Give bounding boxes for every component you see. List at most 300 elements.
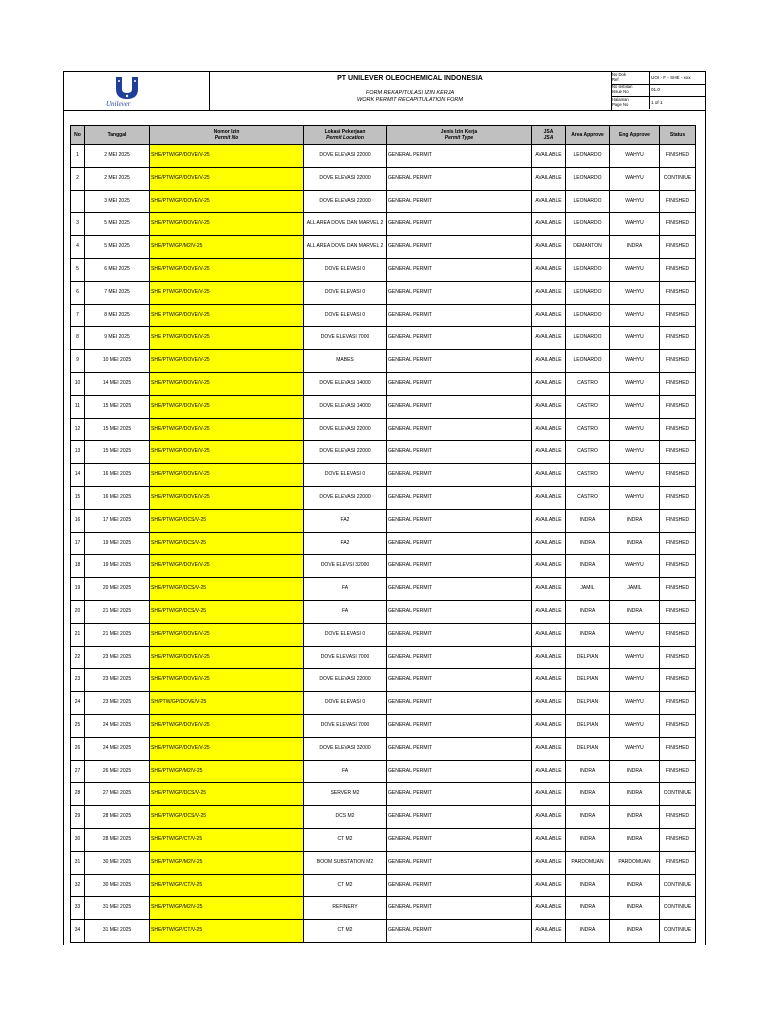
- cell-status: FINISHED: [660, 281, 696, 304]
- cell-permit-no: SHE/PTW/GP/DCS/V-25: [150, 578, 304, 601]
- cell-no: 27: [71, 760, 85, 783]
- cell-location: DOVE ELEVASI 22000: [304, 167, 387, 190]
- cell-date: 6 MEI 2025: [85, 258, 150, 281]
- cell-jsa: AVAILABLE: [532, 190, 566, 213]
- cell-eng-approve: INDRA: [610, 897, 660, 920]
- table-row: [71, 555, 696, 578]
- cell-type: GENERAL PERMIT: [387, 441, 532, 464]
- cell-type: GENERAL PERMIT: [387, 372, 532, 395]
- cell-location: DOVE ELEVASI 0: [304, 281, 387, 304]
- cell-location: DOVE ELEVASI 0: [304, 692, 387, 715]
- cell-location: DOVE ELEVASI 22000: [304, 145, 387, 168]
- cell-area-approve: LEONARDO: [566, 304, 610, 327]
- form-title-id: FORM REKAPITULASI IZIN KERJA: [365, 90, 455, 96]
- cell-jsa: AVAILABLE: [532, 258, 566, 281]
- cell-status: FINISHED: [660, 714, 696, 737]
- cell-no: 4: [71, 236, 85, 259]
- form-title-en: WORK PERMIT RECAPITULATION FORM: [357, 97, 463, 103]
- cell-no: 9: [71, 350, 85, 373]
- cell-eng-approve: WAHYU: [610, 213, 660, 236]
- cell-no: 30: [71, 828, 85, 851]
- cell-location: DOVE ELEVASI 0: [304, 464, 387, 487]
- cell-area-approve: INDRA: [566, 555, 610, 578]
- cell-no: 5: [71, 258, 85, 281]
- cell-date: 15 MEI 2025: [85, 395, 150, 418]
- cell-jsa: AVAILABLE: [532, 464, 566, 487]
- meta-key: Halaman Page No: [612, 97, 650, 109]
- cell-location: FA: [304, 578, 387, 601]
- table-row: [71, 783, 696, 806]
- meta-key: No Dok Ref: [612, 72, 650, 84]
- table-row: [71, 806, 696, 829]
- cell-location: DOVE ELEVASI 0: [304, 623, 387, 646]
- table-row: [71, 692, 696, 715]
- cell-type: GENERAL PERMIT: [387, 920, 532, 943]
- cell-permit-no: SHE/PTW/GP/DOVE/V-25: [150, 646, 304, 669]
- cell-eng-approve: WAHYU: [610, 395, 660, 418]
- cell-jsa: AVAILABLE: [532, 669, 566, 692]
- cell-status: FINISHED: [660, 213, 696, 236]
- cell-status: FINISHED: [660, 395, 696, 418]
- table-row: [71, 600, 696, 623]
- col-header-jsa-id: JSA: [543, 129, 554, 135]
- cell-type: GENERAL PERMIT: [387, 532, 532, 555]
- cell-permit-no: SHE/PTW/GP/DOVE/V-25: [150, 441, 304, 464]
- cell-status: FINISHED: [660, 509, 696, 532]
- cell-permit-no: SHE/PTW/GP/DOVE/V-25: [150, 464, 304, 487]
- cell-area-approve: INDRA: [566, 623, 610, 646]
- cell-date: 28 MEI 2025: [85, 828, 150, 851]
- cell-no: 15: [71, 486, 85, 509]
- cell-no: 23: [71, 669, 85, 692]
- col-header-no: No: [71, 126, 85, 145]
- cell-status: FINISHED: [660, 441, 696, 464]
- cell-area-approve: CASTRO: [566, 486, 610, 509]
- cell-status: FINISHED: [660, 646, 696, 669]
- cell-date: 27 MEI 2025: [85, 783, 150, 806]
- cell-type: GENERAL PERMIT: [387, 281, 532, 304]
- cell-jsa: AVAILABLE: [532, 145, 566, 168]
- cell-permit-no: SHE/PTW/GP/DOVE/V-25: [150, 190, 304, 213]
- cell-status: CONTINIUE: [660, 874, 696, 897]
- meta-row-issue-no: [611, 84, 705, 97]
- cell-type: GENERAL PERMIT: [387, 236, 532, 259]
- cell-location: FA: [304, 600, 387, 623]
- table-row: [71, 623, 696, 646]
- cell-area-approve: INDRA: [566, 874, 610, 897]
- cell-type: GENERAL PERMIT: [387, 509, 532, 532]
- cell-status: FINISHED: [660, 737, 696, 760]
- cell-location: DOVE ELEVASI 22000: [304, 669, 387, 692]
- cell-eng-approve: WAHYU: [610, 464, 660, 487]
- meta-value: 1 of 1: [651, 100, 663, 105]
- cell-jsa: AVAILABLE: [532, 897, 566, 920]
- cell-date: 19 MEI 2025: [85, 555, 150, 578]
- cell-date: 31 MEI 2025: [85, 897, 150, 920]
- cell-eng-approve: WAHYU: [610, 190, 660, 213]
- table-row: [71, 145, 696, 168]
- cell-type: GENERAL PERMIT: [387, 486, 532, 509]
- table-row: [71, 897, 696, 920]
- cell-type: GENERAL PERMIT: [387, 213, 532, 236]
- meta-value: 01.0: [651, 87, 660, 92]
- cell-date: 14 MEI 2025: [85, 372, 150, 395]
- table-row: [71, 190, 696, 213]
- table-row: [71, 646, 696, 669]
- col-header-type: [387, 126, 532, 145]
- col-header-status: Status: [660, 126, 696, 145]
- cell-area-approve: PARDOMUAN: [566, 851, 610, 874]
- cell-area-approve: LEONARDO: [566, 258, 610, 281]
- cell-date: 3 MEI 2025: [85, 190, 150, 213]
- cell-jsa: AVAILABLE: [532, 555, 566, 578]
- cell-area-approve: INDRA: [566, 783, 610, 806]
- cell-status: FINISHED: [660, 669, 696, 692]
- cell-date: 20 MEI 2025: [85, 578, 150, 601]
- cell-status: FINISHED: [660, 486, 696, 509]
- cell-location: CT M2: [304, 874, 387, 897]
- cell-date: 23 MEI 2025: [85, 692, 150, 715]
- cell-area-approve: DELPIAN: [566, 669, 610, 692]
- cell-permit-no: SHE/PTW/GP/M2/V-25: [150, 236, 304, 259]
- cell-type: GENERAL PERMIT: [387, 190, 532, 213]
- cell-area-approve: LEONARDO: [566, 167, 610, 190]
- cell-type: GENERAL PERMIT: [387, 258, 532, 281]
- cell-no: 28: [71, 783, 85, 806]
- cell-eng-approve: WAHYU: [610, 441, 660, 464]
- cell-area-approve: LEONARDO: [566, 327, 610, 350]
- cell-no: 20: [71, 600, 85, 623]
- cell-permit-no: SHE/PTW/GP/M2/V-25: [150, 760, 304, 783]
- cell-jsa: AVAILABLE: [532, 600, 566, 623]
- cell-location: DOVE ELEVASI 14000: [304, 395, 387, 418]
- cell-jsa: AVAILABLE: [532, 304, 566, 327]
- col-header-eng-approve: Eng Approve: [610, 126, 660, 145]
- col-header-location: [304, 126, 387, 145]
- cell-eng-approve: WAHYU: [610, 623, 660, 646]
- cell-location: FA2: [304, 509, 387, 532]
- cell-no: 18: [71, 555, 85, 578]
- cell-jsa: AVAILABLE: [532, 418, 566, 441]
- cell-date: 16 MEI 2025: [85, 464, 150, 487]
- table-row: [71, 828, 696, 851]
- cell-location: FA: [304, 760, 387, 783]
- table-row: [71, 578, 696, 601]
- cell-jsa: AVAILABLE: [532, 737, 566, 760]
- table-row: [71, 418, 696, 441]
- cell-type: GENERAL PERMIT: [387, 897, 532, 920]
- table-row: [71, 851, 696, 874]
- col-header-type-id: Jenis Izin Kerja: [440, 129, 478, 135]
- cell-eng-approve: JAMIL: [610, 578, 660, 601]
- cell-eng-approve: WAHYU: [610, 486, 660, 509]
- cell-area-approve: LEONARDO: [566, 190, 610, 213]
- cell-date: 16 MEI 2025: [85, 486, 150, 509]
- cell-permit-no: SHE/PTW/GP/DOVE/V-25: [150, 213, 304, 236]
- cell-permit-no: SHE/PTW/GP/CT/V-25: [150, 920, 304, 943]
- cell-permit-no: SHE/PTW/GP/DCS/V-25: [150, 806, 304, 829]
- cell-date: 30 MEI 2025: [85, 874, 150, 897]
- cell-date: 5 MEI 2025: [85, 236, 150, 259]
- table-row: [71, 236, 696, 259]
- cell-area-approve: DELPIAN: [566, 646, 610, 669]
- cell-eng-approve: INDRA: [610, 806, 660, 829]
- cell-no: 10: [71, 372, 85, 395]
- cell-eng-approve: WAHYU: [610, 555, 660, 578]
- cell-location: DOVE ELEVSI 32000: [304, 555, 387, 578]
- cell-status: CONTINIUE: [660, 783, 696, 806]
- cell-date: 9 MEI 2025: [85, 327, 150, 350]
- table-row: [71, 874, 696, 897]
- form-header: [64, 72, 705, 111]
- cell-status: FINISHED: [660, 828, 696, 851]
- cell-jsa: AVAILABLE: [532, 395, 566, 418]
- cell-status: FINISHED: [660, 350, 696, 373]
- cell-permit-no: SHE PTW/GP/DOVE/V-25: [150, 327, 304, 350]
- table-row: [71, 920, 696, 943]
- cell-no: 11: [71, 395, 85, 418]
- cell-status: FINISHED: [660, 327, 696, 350]
- cell-date: 23 MEI 2025: [85, 646, 150, 669]
- cell-area-approve: JAMIL: [566, 578, 610, 601]
- cell-date: 17 MEI 2025: [85, 509, 150, 532]
- cell-permit-no: SHE/PTW/GP/DOVE/V-25: [150, 486, 304, 509]
- cell-permit-no: SHE/PTW/GP/DOVE/V-25: [150, 714, 304, 737]
- cell-area-approve: INDRA: [566, 509, 610, 532]
- cell-location: DOVE ELEVASI 7000: [304, 714, 387, 737]
- cell-eng-approve: INDRA: [610, 236, 660, 259]
- cell-no: 3: [71, 213, 85, 236]
- cell-date: 24 MEI 2025: [85, 714, 150, 737]
- col-header-jsa-en: JSA: [543, 135, 554, 141]
- cell-jsa: AVAILABLE: [532, 167, 566, 190]
- table-body: [71, 145, 696, 943]
- cell-no: 25: [71, 714, 85, 737]
- cell-eng-approve: INDRA: [610, 532, 660, 555]
- cell-area-approve: CASTRO: [566, 372, 610, 395]
- cell-type: GENERAL PERMIT: [387, 600, 532, 623]
- cell-location: DOVE ELEVASI 22000: [304, 190, 387, 213]
- cell-jsa: AVAILABLE: [532, 281, 566, 304]
- cell-area-approve: INDRA: [566, 532, 610, 555]
- table-row: [71, 737, 696, 760]
- cell-no: 31: [71, 851, 85, 874]
- cell-area-approve: LEONARDO: [566, 145, 610, 168]
- cell-permit-no: SHE/PTW/GP/DOVE/V-25: [150, 418, 304, 441]
- cell-jsa: AVAILABLE: [532, 532, 566, 555]
- cell-no: 24: [71, 692, 85, 715]
- table-row: [71, 509, 696, 532]
- cell-eng-approve: INDRA: [610, 509, 660, 532]
- cell-area-approve: CASTRO: [566, 418, 610, 441]
- cell-permit-no: SHE/PTW/GP/DOVE/V-25: [150, 395, 304, 418]
- cell-type: GENERAL PERMIT: [387, 760, 532, 783]
- cell-jsa: AVAILABLE: [532, 828, 566, 851]
- cell-permit-no: SHE/PTW/GP/DOVE/V-25: [150, 669, 304, 692]
- meta-key: No terbitan Issue No: [612, 84, 650, 96]
- cell-location: FA2: [304, 532, 387, 555]
- table-row: [71, 395, 696, 418]
- cell-jsa: AVAILABLE: [532, 213, 566, 236]
- cell-no: 2: [71, 167, 85, 190]
- cell-jsa: AVAILABLE: [532, 623, 566, 646]
- cell-type: GENERAL PERMIT: [387, 737, 532, 760]
- cell-type: GENERAL PERMIT: [387, 828, 532, 851]
- cell-status: FINISHED: [660, 258, 696, 281]
- cell-jsa: AVAILABLE: [532, 714, 566, 737]
- permit-table: [70, 125, 696, 943]
- cell-no: 6: [71, 281, 85, 304]
- cell-status: FINISHED: [660, 464, 696, 487]
- cell-date: 8 MEI 2025: [85, 304, 150, 327]
- cell-date: 7 MEI 2025: [85, 281, 150, 304]
- cell-permit-no: SHE/PTW/GP/CT/V-25: [150, 874, 304, 897]
- title-cell: [209, 72, 612, 110]
- cell-area-approve: CASTRO: [566, 441, 610, 464]
- cell-eng-approve: WAHYU: [610, 327, 660, 350]
- cell-location: DCS M2: [304, 806, 387, 829]
- col-header-permit-no-id: Nomor Izin: [213, 129, 240, 135]
- cell-type: GENERAL PERMIT: [387, 874, 532, 897]
- cell-status: FINISHED: [660, 372, 696, 395]
- cell-permit-no: SHE PTW/GP/DOVE/V-25: [150, 304, 304, 327]
- cell-type: GENERAL PERMIT: [387, 304, 532, 327]
- cell-permit-no: SHE/PTW/GP/CT/V-25: [150, 828, 304, 851]
- cell-jsa: AVAILABLE: [532, 783, 566, 806]
- cell-eng-approve: INDRA: [610, 783, 660, 806]
- table-row: [71, 441, 696, 464]
- cell-permit-no: SHE/PTW/GP/DOVE/V-25: [150, 372, 304, 395]
- table-row: [71, 372, 696, 395]
- cell-location: DOVE ELEVASI 22000: [304, 441, 387, 464]
- cell-permit-no: SHE PTW/GP/DOVE/V-25: [150, 281, 304, 304]
- cell-area-approve: INDRA: [566, 806, 610, 829]
- cell-type: GENERAL PERMIT: [387, 851, 532, 874]
- cell-permit-no: SHE/PTW/GP/DOVE/V-25: [150, 258, 304, 281]
- cell-eng-approve: WAHYU: [610, 350, 660, 373]
- cell-permit-no: SHE/PTW/GP/DCS/V-25: [150, 600, 304, 623]
- cell-jsa: AVAILABLE: [532, 350, 566, 373]
- cell-date: 21 MEI 2025: [85, 623, 150, 646]
- cell-no: 29: [71, 806, 85, 829]
- cell-area-approve: DELPIAN: [566, 737, 610, 760]
- cell-location: CT M2: [304, 828, 387, 851]
- cell-date: 23 MEI 2025: [85, 669, 150, 692]
- cell-location: DOVE ELEVASI 14000: [304, 372, 387, 395]
- cell-type: GENERAL PERMIT: [387, 623, 532, 646]
- cell-permit-no: SHE/PTW/GP/DOVE/V-25: [150, 145, 304, 168]
- cell-jsa: AVAILABLE: [532, 236, 566, 259]
- col-header-jsa: [532, 126, 566, 145]
- cell-location: ALL AREA DOVE DAN MARVEL 2: [304, 213, 387, 236]
- cell-location: SERVER M2: [304, 783, 387, 806]
- table-row: [71, 304, 696, 327]
- cell-type: GENERAL PERMIT: [387, 806, 532, 829]
- cell-jsa: AVAILABLE: [532, 874, 566, 897]
- table-header-row: [71, 126, 696, 145]
- cell-permit-no: SHE/PTW/GP/M2/V-25: [150, 897, 304, 920]
- cell-location: BOOM SUBSTATION M2: [304, 851, 387, 874]
- cell-type: GENERAL PERMIT: [387, 555, 532, 578]
- cell-eng-approve: INDRA: [610, 600, 660, 623]
- permit-table-wrapper: [70, 125, 696, 943]
- cell-permit-no: SHE/PTW/GP/DOVE/V-25: [150, 737, 304, 760]
- table-row: [71, 350, 696, 373]
- cell-type: GENERAL PERMIT: [387, 167, 532, 190]
- cell-permit-no: SHE/PTW/GP/DOVE/V-25: [150, 167, 304, 190]
- cell-eng-approve: WAHYU: [610, 145, 660, 168]
- cell-eng-approve: INDRA: [610, 760, 660, 783]
- meta-value: UOI - F - SHE - xxx: [651, 75, 691, 80]
- cell-eng-approve: WAHYU: [610, 669, 660, 692]
- meta-row-page-no: [611, 97, 705, 109]
- cell-eng-approve: INDRA: [610, 874, 660, 897]
- cell-date: 5 MEI 2025: [85, 213, 150, 236]
- cell-eng-approve: WAHYU: [610, 281, 660, 304]
- cell-no: 13: [71, 441, 85, 464]
- cell-no: 34: [71, 920, 85, 943]
- cell-status: FINISHED: [660, 555, 696, 578]
- cell-location: CT M2: [304, 920, 387, 943]
- cell-type: GENERAL PERMIT: [387, 669, 532, 692]
- cell-no: [71, 190, 85, 213]
- cell-eng-approve: WAHYU: [610, 692, 660, 715]
- cell-eng-approve: INDRA: [610, 828, 660, 851]
- cell-type: GENERAL PERMIT: [387, 783, 532, 806]
- cell-status: CONTINIUE: [660, 920, 696, 943]
- cell-eng-approve: WAHYU: [610, 714, 660, 737]
- cell-type: GENERAL PERMIT: [387, 327, 532, 350]
- cell-type: GENERAL PERMIT: [387, 646, 532, 669]
- cell-no: 17: [71, 532, 85, 555]
- cell-status: FINISHED: [660, 304, 696, 327]
- cell-jsa: AVAILABLE: [532, 692, 566, 715]
- cell-date: 31 MEI 2025: [85, 920, 150, 943]
- cell-status: FINISHED: [660, 623, 696, 646]
- cell-permit-no: SHE/PTW/GP/DCS/V-25: [150, 532, 304, 555]
- cell-type: GENERAL PERMIT: [387, 464, 532, 487]
- cell-location: DOVE ELEVASI 32000: [304, 737, 387, 760]
- table-row: [71, 464, 696, 487]
- cell-type: GENERAL PERMIT: [387, 350, 532, 373]
- cell-permit-no: SHE/PTW/GP/DCS/V-25: [150, 509, 304, 532]
- cell-type: GENERAL PERMIT: [387, 145, 532, 168]
- cell-permit-no: SHE/PTW/GP/M2/V-25: [150, 851, 304, 874]
- cell-no: 14: [71, 464, 85, 487]
- cell-date: 2 MEI 2025: [85, 145, 150, 168]
- cell-location: MABES: [304, 350, 387, 373]
- cell-jsa: AVAILABLE: [532, 327, 566, 350]
- cell-status: FINISHED: [660, 418, 696, 441]
- cell-location: DOVE ELEVASI 22000: [304, 486, 387, 509]
- col-header-location-id: Lokasi Pekerjaan: [324, 129, 366, 135]
- cell-status: FINISHED: [660, 851, 696, 874]
- cell-no: 21: [71, 623, 85, 646]
- cell-permit-no: SHE/PTW/GP/DOVE/V-25: [150, 623, 304, 646]
- company-name: PT UNILEVER OLEOCHEMICAL INDONESIA: [337, 75, 483, 82]
- cell-location: DOVE ELEVASI 7000: [304, 327, 387, 350]
- cell-area-approve: LEONARDO: [566, 350, 610, 373]
- cell-jsa: AVAILABLE: [532, 372, 566, 395]
- cell-status: CONTINIUE: [660, 167, 696, 190]
- cell-no: 8: [71, 327, 85, 350]
- cell-location: DOVE ELEVASI 0: [304, 304, 387, 327]
- cell-jsa: AVAILABLE: [532, 760, 566, 783]
- table-row: [71, 714, 696, 737]
- cell-type: GENERAL PERMIT: [387, 714, 532, 737]
- table-row: [71, 213, 696, 236]
- cell-eng-approve: WAHYU: [610, 418, 660, 441]
